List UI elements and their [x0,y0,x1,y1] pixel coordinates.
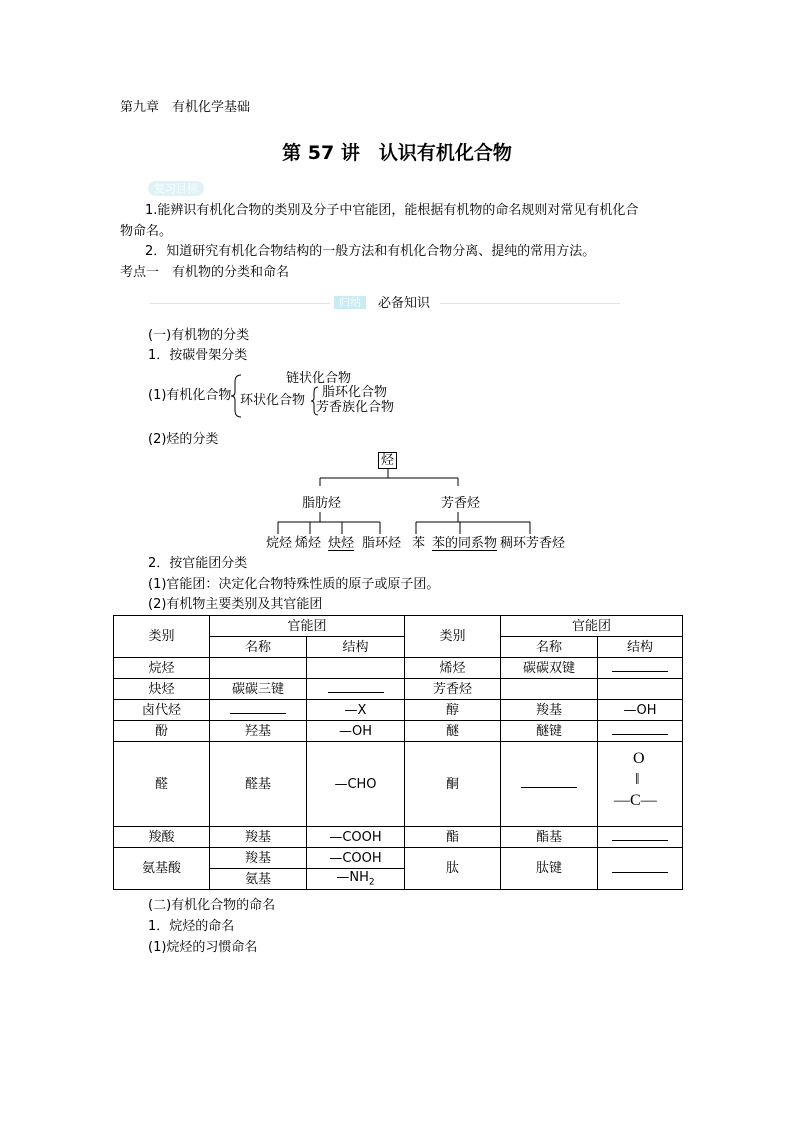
cell-ether-group: 醚键 [501,721,598,742]
carbonyl-structure [610,745,670,821]
cell-empty [210,658,307,679]
table-row [114,658,683,679]
amino-group-subscript: 2 [368,877,375,888]
header-structure-left: 结构 [307,637,405,658]
alkane-naming-heading: 1．烷烃的命名 [148,919,235,934]
tree-leaf-alkane: 烷烃 [266,536,293,551]
tree-leaf-alkyne: 炔烃 [328,536,355,551]
header-name-left: 名称 [210,637,307,658]
cell-phenol-group: 羟基 [210,721,307,742]
cell-amino-acid: 氨基酸 [114,848,210,890]
tree-aliphatic: 脂肪烃 [302,496,342,511]
cell-acid-group: 羧基 [210,827,307,848]
tree-aromatic: 芳香烃 [441,496,481,511]
cell-aldehyde-struct: —CHO [307,742,405,827]
answer-blank [328,682,384,693]
functional-group-table [113,615,683,890]
cell-empty [598,679,683,700]
cell-alkene-group: 碳碳双键 [501,658,598,679]
cell-haloalkane-struct: —X [307,700,405,721]
section-badge: 归纳 [334,296,366,309]
cell-alcohol-group: 羧基 [501,700,598,721]
tree-root-hydrocarbon: 烃 [378,452,397,469]
cell-aa-struct-1: —COOH [307,848,405,869]
common-naming-heading: (1)烷烃的习惯命名 [148,940,258,955]
cell-blank [598,848,683,890]
cell-empty [501,679,598,700]
cell-peptide: 肽 [405,848,501,890]
chain-compound: 链状化合物 [286,371,352,386]
carbonyl-double-bond: ‖ [635,770,640,788]
skeleton-heading: 1．按碳骨架分类 [148,348,248,363]
amino-group-formula: —NH [336,869,369,885]
cell-blank [307,679,405,700]
section-title: 必备知识 [378,296,431,311]
hydrocarbon-tree-lines [270,450,570,540]
header-group-left: 官能团 [210,616,405,637]
cell-alkene: 烯烃 [405,658,501,679]
answer-blank [612,724,668,735]
header-name-right: 名称 [501,637,598,658]
cell-ester: 酯 [405,827,501,848]
tree-leaf-benzene-homolog: 苯的同系物 [432,536,498,551]
tree-leaf-cycloalkane: 脂环烃 [362,536,402,551]
section-divider-right [440,303,620,304]
topic-title: 考点一 有机物的分类和命名 [120,265,290,280]
cell-aldehyde-group: 醛基 [210,742,307,827]
section-divider-left [150,303,330,304]
carbonyl-oxygen: O [633,749,645,767]
alicyclic-compound: 脂环化合物 [322,385,388,400]
answer-blank [612,862,668,873]
tree-leaf-fused-arene: 稠环芳香烃 [500,536,566,551]
cell-acid-struct: —COOH [307,827,405,848]
tree-leaf-benzene: 苯 [412,536,426,551]
cell-ketone-struct [598,742,683,827]
cell-blank [501,742,598,827]
cell-ketone: 酮 [405,742,501,827]
page-title: 第 57 讲 认识有机化合物 [282,142,512,164]
ring-compound: 环状化合物 [240,393,306,408]
header-structure-right: 结构 [598,637,683,658]
cell-haloalkane: 卤代烃 [114,700,210,721]
table-row [114,742,683,827]
functional-group-table-title: (2)有机物主要类别及其官能团 [148,597,323,612]
cell-phenol-struct: —OH [307,721,405,742]
cell-blank [598,658,683,679]
goal-1-line-1: 1.能辨识有机化合物的类别及分子中官能团，能根据有机物的命名规则对常见有机化合 [145,203,639,218]
cell-ether: 醚 [405,721,501,742]
organic-compound-label: (1)有机化合物 [148,388,232,403]
header-category-right: 类别 [405,616,501,658]
cell-acid: 羧酸 [114,827,210,848]
header-group-right: 官能团 [501,616,683,637]
cell-aa-group-2: 氨基 [210,869,307,890]
answer-blank [612,830,668,841]
table-row [114,721,683,742]
goal-2: 2．知道研究有机化合物结构的一般方法和有机化合物分离、提纯的常用方法。 [145,244,596,259]
table-row [114,848,683,869]
cell-blank [598,827,683,848]
cell-alkane: 烷烃 [114,658,210,679]
aromatic-compound: 芳香族化合物 [316,400,395,415]
naming-heading: (二)有机化合物的命名 [148,898,276,913]
cell-arene: 芳香烃 [405,679,501,700]
classification-heading: (一)有机物的分类 [148,328,250,343]
cell-aldehyde: 醛 [114,742,210,827]
cell-empty [307,658,405,679]
cell-phenol: 酚 [114,721,210,742]
goal-1-line-2: 物命名。 [120,224,173,239]
table-row [114,827,683,848]
table-row [114,700,683,721]
cell-ester-group: 酯基 [501,827,598,848]
cell-blank [598,721,683,742]
cell-alkyne: 炔烃 [114,679,210,700]
tree-leaf-alkene: 烯烃 [295,536,322,551]
header-category-left: 类别 [114,616,210,658]
cell-alcohol-struct: —OH [598,700,683,721]
hydrocarbon-classification-label: (2)烃的分类 [148,432,219,447]
cell-alkyne-group: 碳碳三键 [210,679,307,700]
answer-blank [521,777,577,788]
answer-blank [612,661,668,672]
cell-peptide-group: 肽键 [501,848,598,890]
functional-group-heading: 2．按官能团分类 [148,556,248,571]
chapter-heading: 第九章 有机化学基础 [120,100,251,115]
carbonyl-carbon: —C— [614,791,657,809]
cell-aa-group-1: 羧基 [210,848,307,869]
answer-blank [230,703,286,714]
cell-blank [210,700,307,721]
cell-aa-struct-2 [307,869,405,890]
cell-alcohol: 醇 [405,700,501,721]
functional-group-definition: (1)官能团：决定化合物特殊性质的原子或原子团。 [148,577,440,592]
goals-badge: 复习目标 [148,181,204,196]
table-row [114,679,683,700]
